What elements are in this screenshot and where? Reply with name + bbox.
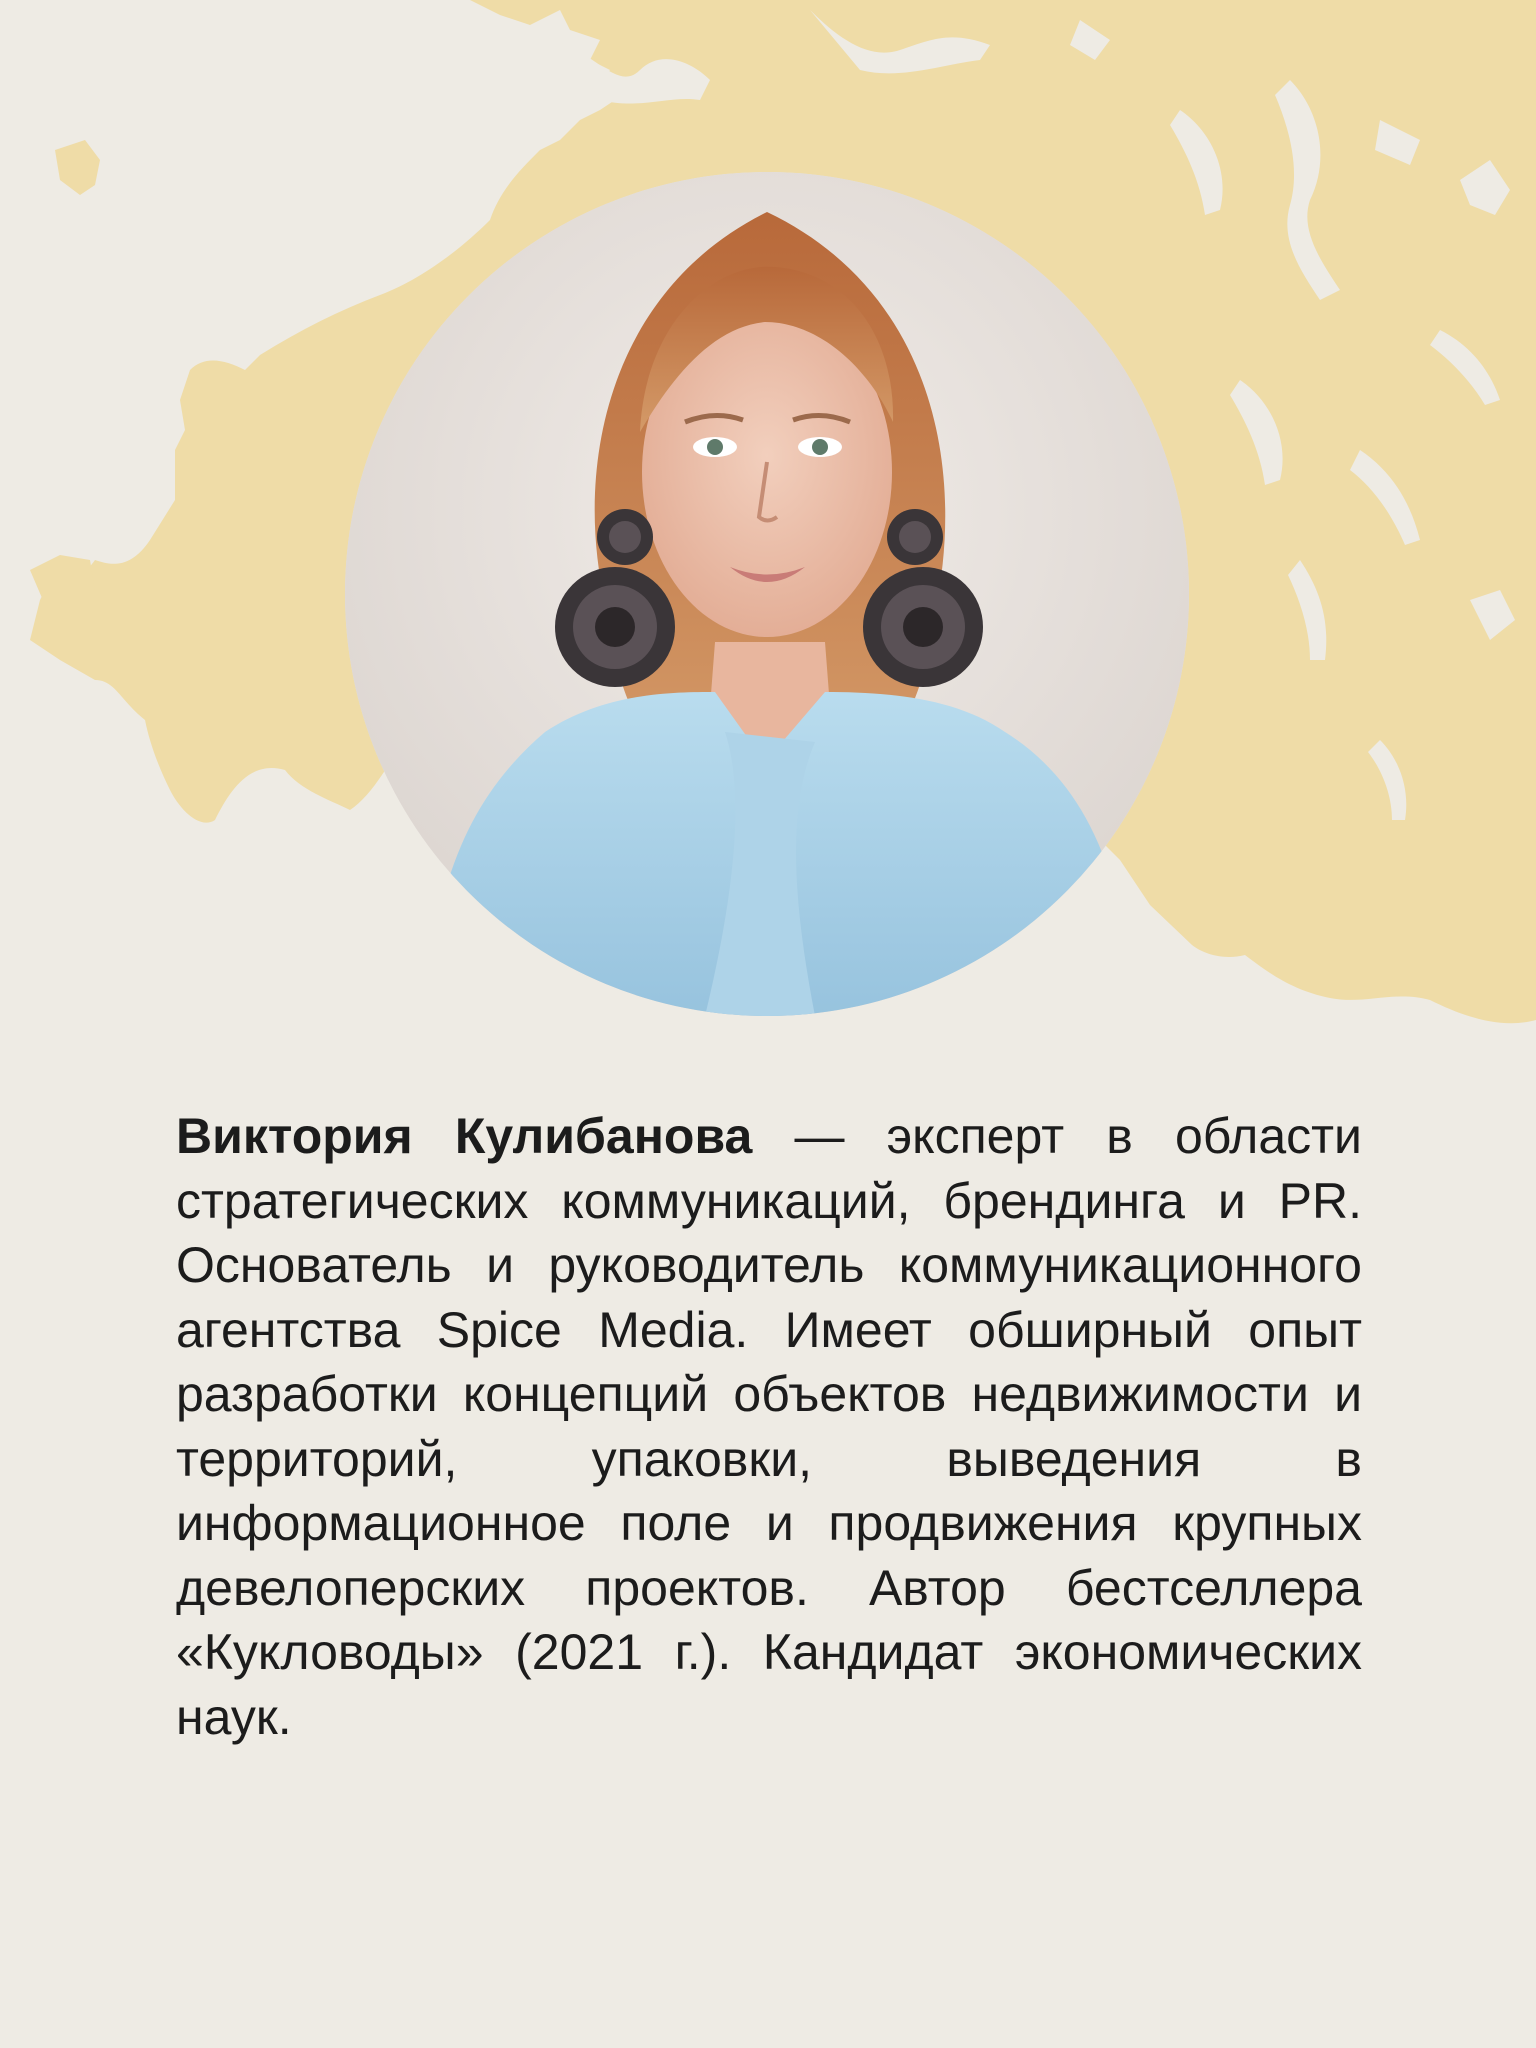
person-photo-icon — [345, 172, 1189, 1016]
bio-paragraph — [176, 1104, 1362, 1749]
portrait-photo — [345, 172, 1189, 1016]
bio-text: эксперт в области стратегических коммуникаций, брендинга и PR. Основатель и руководитель коммуникационного агентства Spice Media. Имеет обширный опыт разработки концепций объектов недвижимости и территорий, упаковки, выведения в информационное поле и продвижения крупных девелоперских проектов. Автор бестселлера «Кукловоды» (2021 г.). Кандидат экономических наук. — [176, 1108, 1362, 1745]
name-dash: — — [752, 1108, 887, 1164]
person-name: Виктория Кулибанова — [176, 1108, 753, 1164]
